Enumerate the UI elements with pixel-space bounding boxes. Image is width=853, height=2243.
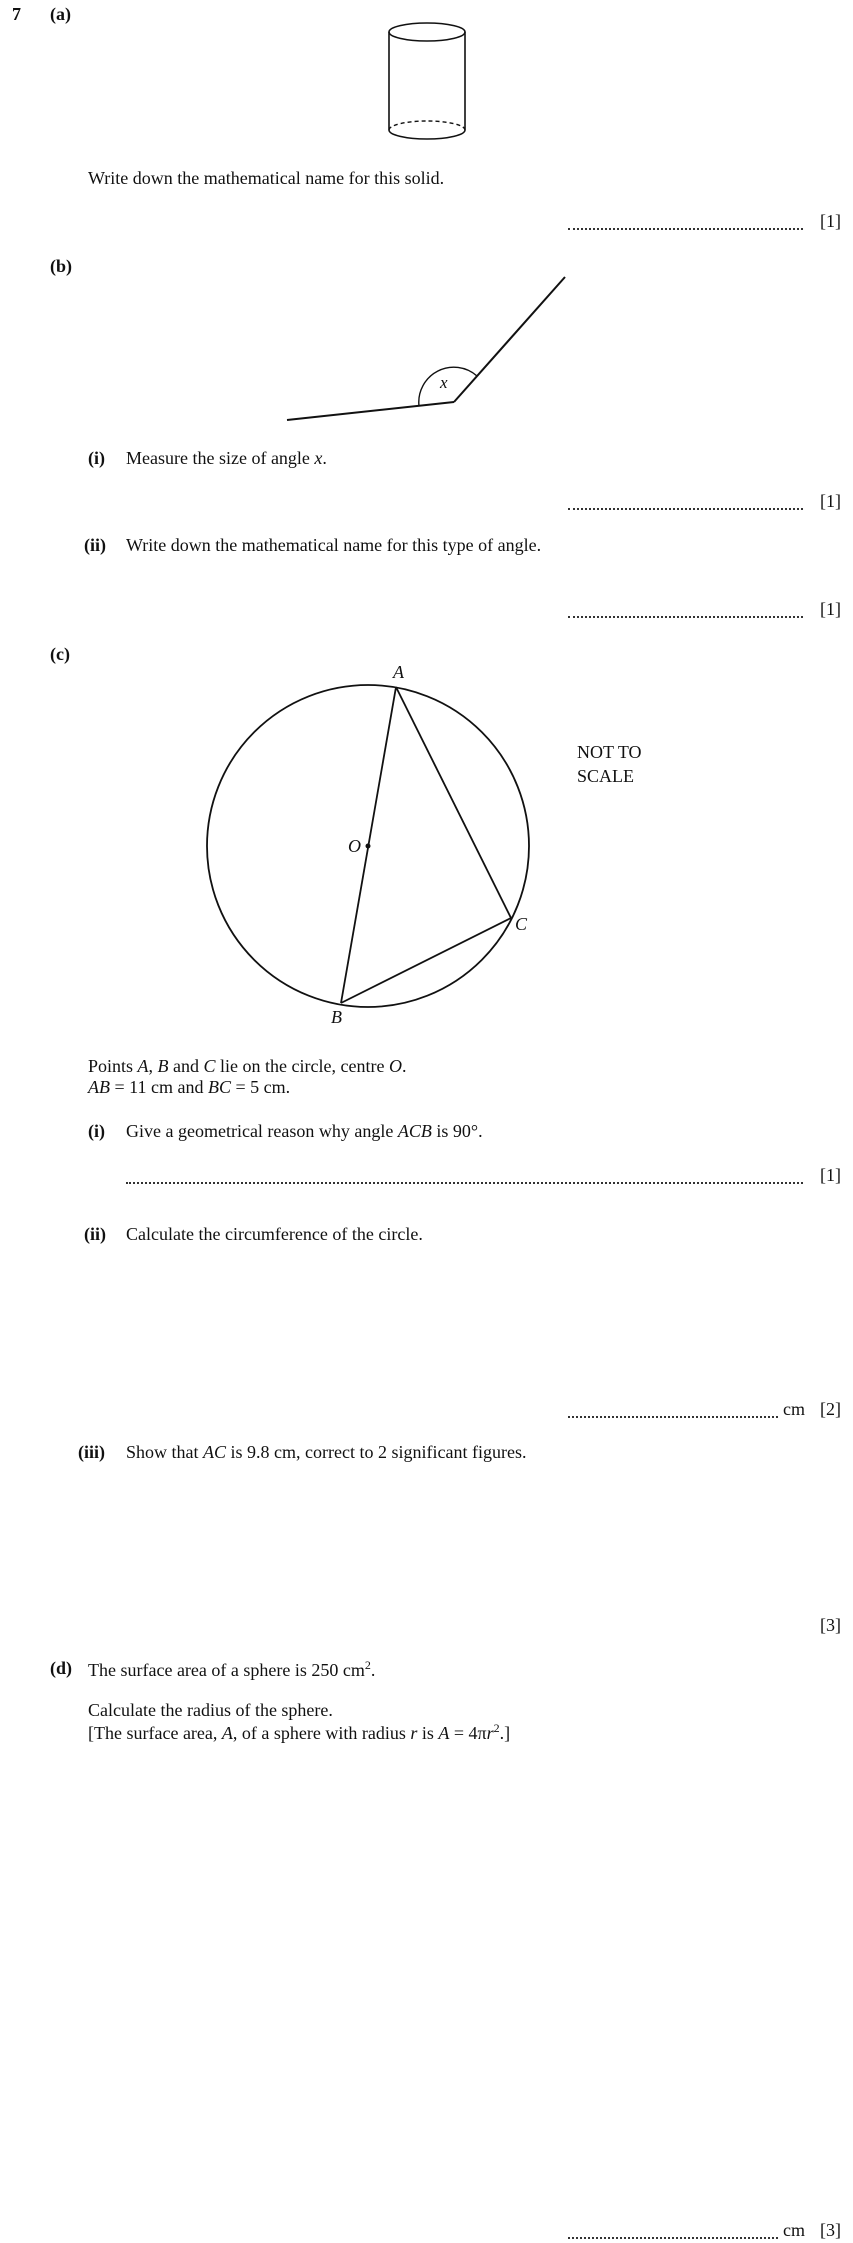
part-c-i-question: Give a geometrical reason why angle ACB is 90°.	[126, 1121, 483, 1141]
part-d-answer-line[interactable]	[568, 2237, 778, 2239]
part-d-line1: The surface area of a sphere is 250 $cm^2$.	[88, 1658, 376, 1680]
not-to-scale-line1: NOT TO	[577, 742, 642, 762]
part-d-unit: cm	[783, 2220, 805, 2240]
part-d-mark: [3]	[820, 2220, 841, 2240]
cylinder-diagram	[380, 20, 480, 145]
part-a-label: (a)	[50, 4, 71, 24]
part-b-ii-mark: [1]	[820, 599, 841, 619]
part-c-i-mark: [1]	[820, 1165, 841, 1185]
part-c-ii-question: Calculate the circumference of the circle.	[126, 1224, 423, 1244]
part-c-i-label: (i)	[88, 1121, 105, 1141]
angle-diagram	[280, 270, 570, 430]
part-c-ii-label: (ii)	[84, 1224, 106, 1244]
angle-x-label: x	[440, 373, 448, 392]
part-c-iii-question: Show that AC is 9.8 cm, correct to 2 significant figures.	[126, 1442, 527, 1462]
circle-diagram	[200, 670, 540, 1020]
part-a-mark: [1]	[820, 211, 841, 231]
part-a-question: Write down the mathematical name for this solid.	[88, 168, 445, 188]
part-b-i-mark: [1]	[820, 491, 841, 511]
point-a-label: A	[393, 662, 404, 682]
part-b-i-label: (i)	[88, 448, 105, 468]
part-b-i-answer-line[interactable]	[568, 508, 803, 510]
part-b-ii-label: (ii)	[84, 535, 106, 555]
part-c-iii-label: (iii)	[78, 1442, 105, 1462]
point-c-label: C	[515, 914, 528, 934]
part-c-ii-unit: cm	[783, 1399, 805, 1419]
part-c-label: (c)	[50, 644, 70, 664]
part-c-ii-answer-line[interactable]	[568, 1416, 778, 1418]
not-to-scale-line2: SCALE	[577, 766, 635, 786]
part-c-iii-mark: [3]	[820, 1615, 841, 1635]
part-b-ii-answer-line[interactable]	[568, 616, 803, 618]
part-d-label: (d)	[50, 1658, 72, 1678]
part-a-answer-line[interactable]	[568, 228, 803, 230]
question-number: 7	[12, 4, 21, 24]
part-b-i-question: Measure the size of angle x.	[126, 448, 327, 468]
part-b-ii-question: Write down the mathematical name for this type of angle.	[126, 535, 542, 555]
point-o-label: O	[348, 836, 361, 856]
part-c-intro: Points A, B and C lie on the circle, centre O.	[88, 1056, 407, 1076]
part-c-ii-mark: [2]	[820, 1399, 841, 1419]
point-b-label: B	[331, 1007, 342, 1027]
part-d-formula: [The surface area, A, of a sphere with radius r is $A = 4\pi r^2$.]	[88, 1721, 511, 1743]
part-c-lengths: AB = 11 cm and BC = 5 cm.	[88, 1077, 291, 1097]
part-d-line2: Calculate the radius of the sphere.	[88, 1700, 333, 1720]
part-b-label: (b)	[50, 256, 72, 276]
part-c-i-answer-line[interactable]	[126, 1182, 803, 1184]
